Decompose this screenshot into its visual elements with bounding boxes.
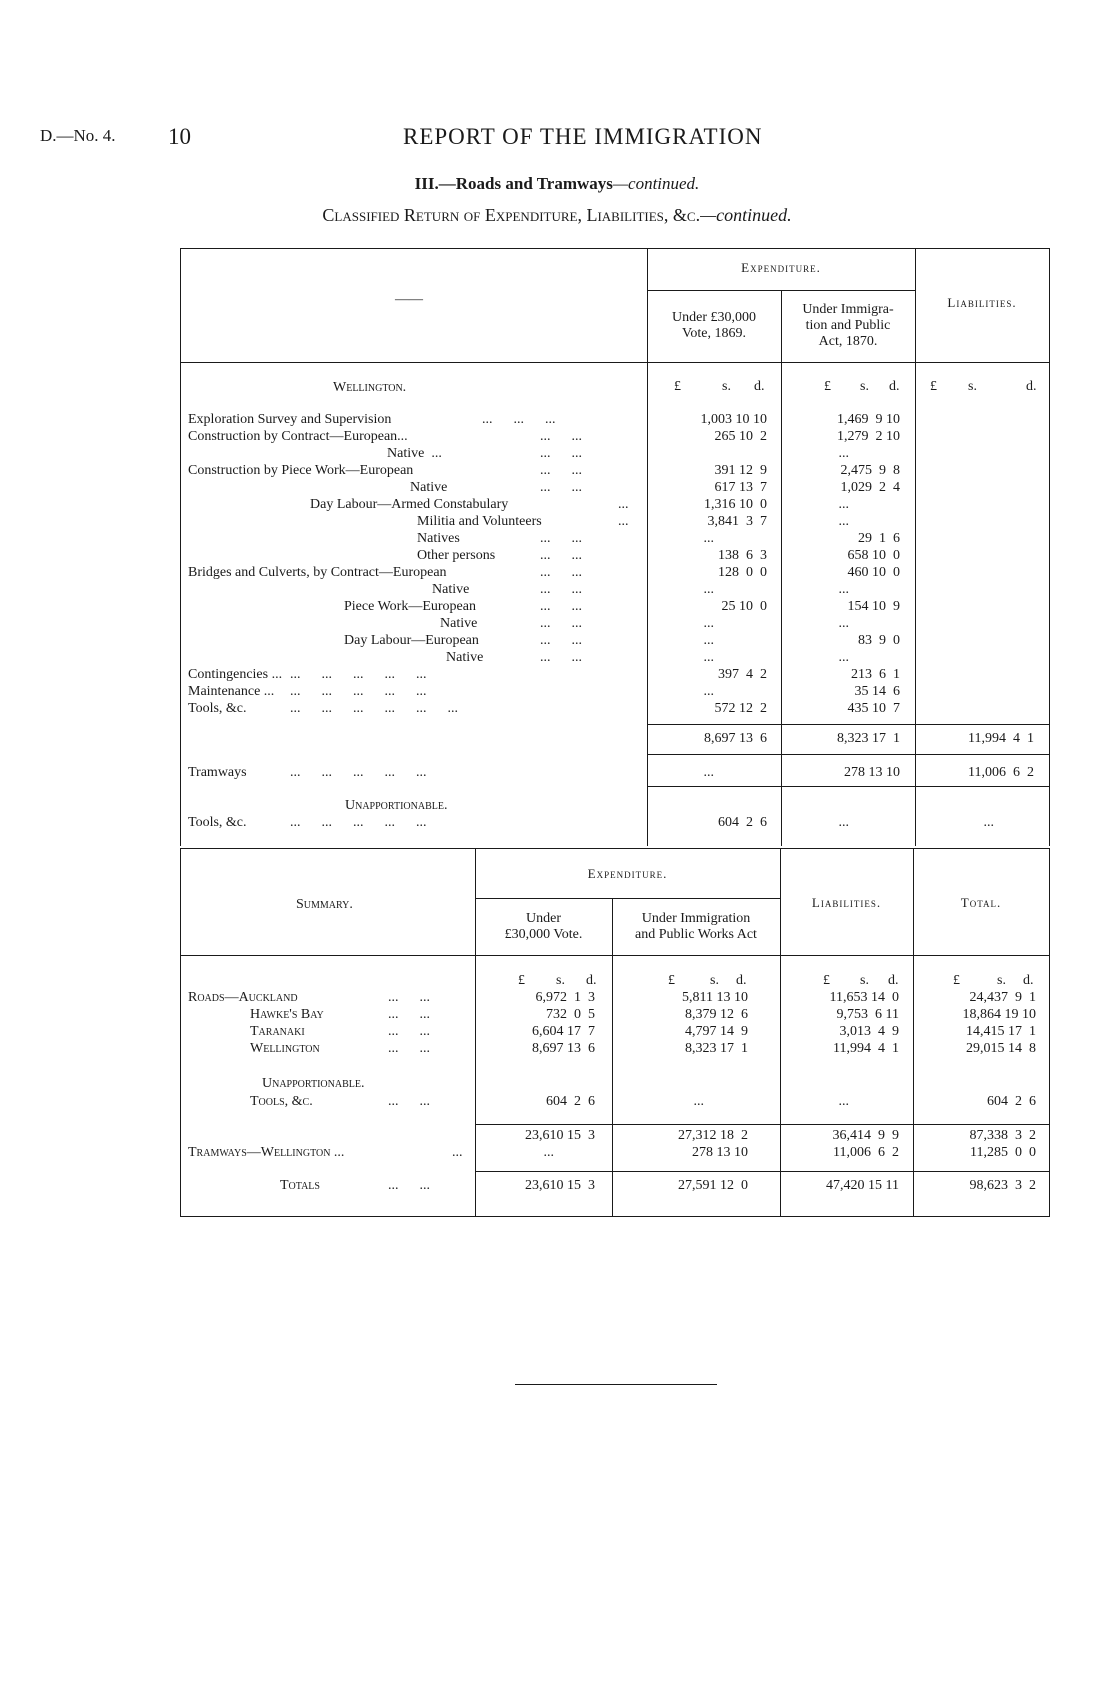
wellington-total-row bbox=[0, 731, 1114, 747]
row-leader: ... ... bbox=[388, 1024, 430, 1039]
value-under-30000: 138 6 3 bbox=[718, 548, 767, 563]
value-total: 604 2 6 bbox=[987, 1094, 1036, 1109]
value-immigration-act: ... bbox=[838, 497, 849, 512]
value-under-30000: ... bbox=[703, 531, 714, 546]
row-leader: ... ... bbox=[388, 1007, 430, 1022]
value-immigration-act: 2,475 9 8 bbox=[840, 463, 900, 478]
row-label: Exploration Survey and Supervision bbox=[188, 412, 392, 427]
value-immigration-act: 435 10 7 bbox=[847, 701, 900, 716]
col-immigration-header-line1: Under Immigra- bbox=[802, 302, 894, 317]
unit-shilling: s. bbox=[997, 973, 1006, 988]
row-leader: ... ... bbox=[388, 1041, 430, 1056]
table-row bbox=[0, 667, 1114, 683]
value-under-30000: ... bbox=[703, 684, 714, 699]
value-immigration-act: 5,811 13 10 bbox=[682, 990, 748, 1005]
row-leader: ... bbox=[452, 1145, 463, 1160]
value-immigration-act: 1,469 9 10 bbox=[837, 412, 900, 427]
table-left-border bbox=[180, 248, 181, 846]
value-under-30000: ... bbox=[703, 616, 714, 631]
tools-row bbox=[0, 815, 1114, 831]
unit-pence: d. bbox=[889, 379, 900, 394]
row-leader: ... ... bbox=[388, 1094, 430, 1109]
row-label: Tramways bbox=[188, 765, 247, 780]
row-leader: ... ... bbox=[540, 531, 582, 546]
value-immigration-act: 1,029 2 4 bbox=[840, 480, 900, 495]
value-under-30000: 391 12 9 bbox=[714, 463, 767, 478]
section-title: III.—Roads and Tramways bbox=[414, 174, 613, 193]
summary-col2-header-line2: and Public Works Act bbox=[635, 927, 757, 942]
table-row bbox=[0, 463, 1114, 479]
value-immigration-act: ... bbox=[838, 650, 849, 665]
value-under-30000: 6,604 17 7 bbox=[532, 1024, 595, 1039]
row-leader: ... ... ... ... ... ... bbox=[290, 701, 458, 716]
row-leader: ... ... bbox=[540, 480, 582, 495]
row-label: Native bbox=[446, 650, 484, 665]
summary-col1-header-line1: Under bbox=[526, 911, 561, 926]
table-row bbox=[0, 599, 1114, 615]
table-subtitle bbox=[0, 205, 1114, 226]
unit-shilling: s. bbox=[860, 973, 869, 988]
unit-pound: £ bbox=[953, 973, 960, 988]
table-row bbox=[0, 684, 1114, 700]
value-under-30000: 604 2 6 bbox=[546, 1094, 595, 1109]
col-immigration-header-line2: tion and Public bbox=[805, 318, 891, 333]
col-under-30000-header-line2: Vote, 1869. bbox=[682, 326, 746, 341]
table-row bbox=[0, 616, 1114, 632]
row-leader: ... ... ... ... ... bbox=[290, 684, 427, 699]
subtotal-under-30000: 23,610 15 3 bbox=[525, 1128, 595, 1143]
summary-header-bottom-rule bbox=[180, 955, 1050, 956]
row-label: Tools, &c. bbox=[188, 701, 247, 716]
value-immigration-act: 83 9 0 bbox=[858, 633, 900, 648]
unit-pence: d. bbox=[1026, 379, 1037, 394]
value-under-30000: 6,972 1 3 bbox=[535, 990, 595, 1005]
table-row bbox=[0, 531, 1114, 547]
value-under-30000: 128 0 0 bbox=[718, 565, 767, 580]
value-immigration-act: ... bbox=[838, 582, 849, 597]
document-reference: D.—No. 4. bbox=[40, 126, 116, 145]
summary-col2-header-line1: Under Immigration bbox=[641, 911, 751, 926]
table-row bbox=[0, 701, 1114, 717]
section-heading bbox=[0, 174, 1114, 194]
row-label: Tramways—Wellington ... bbox=[188, 1145, 345, 1160]
value-immigration-act: 278 13 10 bbox=[692, 1145, 748, 1160]
total-under-30000: 8,697 13 6 bbox=[704, 731, 767, 746]
total-liabilities: 47,420 15 11 bbox=[826, 1178, 899, 1193]
row-label: Construction by Piece Work—European bbox=[188, 463, 414, 478]
row-leader: ... ... ... ... ... bbox=[290, 667, 427, 682]
row-label: Native bbox=[432, 582, 470, 597]
section-continued: —continued. bbox=[612, 174, 700, 193]
value-immigration-act: 1,279 2 10 bbox=[837, 429, 900, 444]
value-under-30000: 604 2 6 bbox=[718, 815, 767, 830]
row-label: Day Labour—European bbox=[344, 633, 479, 648]
row-label: Other persons bbox=[417, 548, 496, 563]
summary-subtotal-rule bbox=[475, 1124, 1050, 1125]
subtitle-continued: —continued. bbox=[700, 205, 792, 225]
value-under-30000: ... bbox=[703, 765, 714, 780]
grand-total: 98,623 3 2 bbox=[969, 1178, 1036, 1193]
table-row bbox=[0, 480, 1114, 496]
summary-rule-2 bbox=[612, 898, 613, 1216]
table-row bbox=[0, 548, 1114, 564]
table-row bbox=[0, 497, 1114, 513]
row-leader: ... ... bbox=[540, 616, 582, 631]
value-liabilities: ... bbox=[838, 1094, 849, 1109]
unit-pence: d. bbox=[754, 379, 765, 394]
summary-row-hawkes-bay bbox=[0, 1007, 1114, 1023]
row-leader: ... ... ... bbox=[482, 412, 556, 427]
tramways-row-rule bbox=[647, 786, 1049, 787]
summary-row-tools bbox=[0, 1094, 1114, 1110]
value-immigration-act: ... bbox=[838, 815, 849, 830]
row-label: Taranaki bbox=[250, 1024, 305, 1039]
summary-total-header: Total. bbox=[960, 895, 1002, 910]
value-immigration-act: 35 14 6 bbox=[854, 684, 900, 699]
value-under-30000: 397 4 2 bbox=[718, 667, 767, 682]
summary-row-auckland bbox=[0, 990, 1114, 1006]
value-under-30000: 572 12 2 bbox=[714, 701, 767, 716]
summary-col1-header-line2: £30,000 Vote. bbox=[504, 927, 583, 942]
unit-pence: d. bbox=[1023, 973, 1034, 988]
value-under-30000: 1,316 10 0 bbox=[704, 497, 767, 512]
row-leader: ... ... bbox=[540, 599, 582, 614]
value-under-30000: ... bbox=[703, 582, 714, 597]
subtotal-immigration-act: 27,312 18 2 bbox=[678, 1128, 748, 1143]
table-row bbox=[0, 650, 1114, 666]
row-leader: ... bbox=[618, 514, 629, 529]
subtotal-total: 87,338 3 2 bbox=[969, 1128, 1036, 1143]
summary-unapportionable-label: Unapportionable. bbox=[262, 1076, 365, 1091]
unit-shilling: s. bbox=[710, 973, 719, 988]
unit-shilling: s. bbox=[860, 379, 869, 394]
unit-pound: £ bbox=[518, 973, 525, 988]
total-immigration-act: 27,591 12 0 bbox=[678, 1178, 748, 1193]
row-label: Construction by Contract—European... bbox=[188, 429, 408, 444]
table-row bbox=[0, 582, 1114, 598]
value-under-30000: 732 0 5 bbox=[546, 1007, 595, 1022]
expenditure-header: Expenditure. bbox=[741, 260, 821, 275]
row-label: Hawke's Bay bbox=[250, 1007, 324, 1022]
unit-pound: £ bbox=[668, 973, 675, 988]
total-immigration-act: 8,323 17 1 bbox=[837, 731, 900, 746]
row-label: Day Labour—Armed Constabulary bbox=[310, 497, 509, 512]
row-label: Roads—Auckland bbox=[188, 990, 298, 1005]
expenditure-underline bbox=[647, 290, 915, 291]
unit-shilling: s. bbox=[968, 379, 977, 394]
row-label: Wellington bbox=[250, 1041, 320, 1056]
value-liabilities: 11,994 4 1 bbox=[833, 1041, 899, 1056]
value-under-30000: 25 10 0 bbox=[721, 599, 767, 614]
summary-expenditure-header: Expenditure. bbox=[587, 866, 668, 881]
unit-pound: £ bbox=[930, 379, 937, 394]
row-label: Tools, &c. bbox=[250, 1094, 313, 1109]
unit-pence: d. bbox=[736, 973, 747, 988]
value-total: 14,415 17 1 bbox=[966, 1024, 1036, 1039]
table-row bbox=[0, 446, 1114, 462]
summary-row-wellington bbox=[0, 1041, 1114, 1057]
table-row bbox=[0, 565, 1114, 581]
value-under-30000: 617 13 7 bbox=[714, 480, 767, 495]
summary-subtotal-row bbox=[0, 1128, 1114, 1144]
value-liabilities: 11,006 6 2 bbox=[833, 1145, 899, 1160]
row-label: Militia and Volunteers bbox=[417, 514, 542, 529]
row-label: Native bbox=[440, 616, 478, 631]
value-under-30000: 3,841 3 7 bbox=[707, 514, 767, 529]
value-liabilities: 9,753 6 11 bbox=[836, 1007, 899, 1022]
value-liabilities: 11,653 14 0 bbox=[829, 990, 899, 1005]
col-immigration-header-line3: Act, 1870. bbox=[818, 334, 878, 349]
unit-shilling: s. bbox=[722, 379, 731, 394]
table-row bbox=[0, 633, 1114, 649]
value-under-30000: 8,697 13 6 bbox=[532, 1041, 595, 1056]
page-number: 10 bbox=[168, 124, 191, 149]
row-label: Maintenance ... bbox=[188, 684, 275, 699]
summary-totals-rule bbox=[475, 1171, 1050, 1172]
row-leader: ... ... ... ... ... bbox=[290, 765, 427, 780]
row-label: Bridges and Culverts, by Contract—European bbox=[188, 565, 447, 580]
value-total: 24,437 9 1 bbox=[969, 990, 1036, 1005]
table-row bbox=[0, 429, 1114, 445]
unit-pound: £ bbox=[824, 379, 831, 394]
page-title: REPORT OF THE IMMIGRATION bbox=[403, 124, 763, 149]
unit-pound: £ bbox=[823, 973, 830, 988]
value-liabilities: 3,013 4 9 bbox=[839, 1024, 899, 1039]
row-leader: ... ... bbox=[388, 1178, 430, 1193]
value-under-30000: 1,003 10 10 bbox=[700, 412, 767, 427]
row-leader: ... ... bbox=[540, 565, 582, 580]
tramways-row bbox=[0, 765, 1114, 781]
value-under-30000: 265 10 2 bbox=[714, 429, 767, 444]
row-leader: ... ... ... ... ... bbox=[290, 815, 427, 830]
unit-shilling: s. bbox=[556, 973, 565, 988]
row-leader: ... ... bbox=[540, 548, 582, 563]
liabilities-header: Liabilities. bbox=[947, 295, 1017, 310]
row-leader: ... ... bbox=[540, 463, 582, 478]
value-immigration-act: ... bbox=[693, 1094, 704, 1109]
summary-top-border bbox=[180, 848, 1050, 849]
value-total: 18,864 19 10 bbox=[962, 1007, 1036, 1022]
row-leader: ... ... bbox=[540, 582, 582, 597]
row-label: Piece Work—European bbox=[344, 599, 476, 614]
value-immigration-act: 8,379 12 6 bbox=[685, 1007, 748, 1022]
unit-pound: £ bbox=[674, 379, 681, 394]
summary-totals-row bbox=[0, 1178, 1114, 1194]
value-immigration-act: 154 10 9 bbox=[847, 599, 900, 614]
value-under-30000: ... bbox=[703, 650, 714, 665]
value-immigration-act: 8,323 17 1 bbox=[685, 1041, 748, 1056]
value-immigration-act: 460 10 0 bbox=[847, 565, 900, 580]
total-row-bottom-rule bbox=[647, 754, 1049, 755]
value-immigration-act: ... bbox=[838, 514, 849, 529]
unapportionable-label: Unapportionable. bbox=[345, 798, 448, 813]
value-immigration-act: 278 13 10 bbox=[844, 765, 900, 780]
row-leader: ... ... bbox=[540, 650, 582, 665]
unit-pence: d. bbox=[586, 973, 597, 988]
table-right-border bbox=[1049, 248, 1050, 846]
end-rule bbox=[515, 1384, 717, 1385]
row-leader: ... ... bbox=[540, 429, 582, 444]
column-rule-3 bbox=[915, 248, 916, 846]
table-row bbox=[0, 514, 1114, 530]
value-liabilities: ... bbox=[983, 815, 994, 830]
subtitle-main: Classified Return of Expenditure, Liabilities, &c. bbox=[322, 205, 701, 225]
section-label-wellington: Wellington. bbox=[333, 380, 407, 395]
col-under-30000-header-line1: Under £30,000 bbox=[672, 310, 756, 325]
header-bottom-rule bbox=[180, 362, 1050, 363]
value-immigration-act: 4,797 14 9 bbox=[685, 1024, 748, 1039]
row-label: Contingencies ... bbox=[188, 667, 283, 682]
value-immigration-act: 29 1 6 bbox=[858, 531, 900, 546]
value-immigration-act: ... bbox=[838, 446, 849, 461]
value-under-30000: ... bbox=[703, 633, 714, 648]
value-liabilities: 11,006 6 2 bbox=[968, 765, 1034, 780]
value-under-30000: ... bbox=[543, 1145, 554, 1160]
summary-liabilities-header: Liabilities. bbox=[811, 895, 882, 910]
subtotal-liabilities: 36,414 9 9 bbox=[832, 1128, 899, 1143]
summary-label: Summary. bbox=[296, 897, 353, 912]
value-immigration-act: 658 10 0 bbox=[847, 548, 900, 563]
summary-expenditure-underline bbox=[475, 898, 780, 899]
summary-row-tramways bbox=[0, 1145, 1114, 1161]
row-leader: ... bbox=[618, 497, 629, 512]
row-label: Totals bbox=[280, 1178, 320, 1193]
total-under-30000: 23,610 15 3 bbox=[525, 1178, 595, 1193]
row-leader: ... ... bbox=[540, 446, 582, 461]
summary-bottom-border bbox=[180, 1216, 1050, 1217]
row-label: Tools, &c. bbox=[188, 815, 247, 830]
summary-row-taranaki bbox=[0, 1024, 1114, 1040]
stub-header-dash: —— bbox=[395, 292, 423, 307]
row-leader: ... ... bbox=[388, 990, 430, 1005]
value-total: 11,285 0 0 bbox=[970, 1145, 1036, 1160]
row-label: Native bbox=[410, 480, 448, 495]
unit-pence: d. bbox=[888, 973, 899, 988]
row-label: Natives bbox=[417, 531, 460, 546]
value-immigration-act: 213 6 1 bbox=[851, 667, 900, 682]
value-immigration-act: ... bbox=[838, 616, 849, 631]
total-liabilities: 11,994 4 1 bbox=[968, 731, 1034, 746]
row-leader: ... ... bbox=[540, 633, 582, 648]
row-label: Native ... bbox=[387, 446, 442, 461]
value-total: 29,015 14 8 bbox=[966, 1041, 1036, 1056]
total-row-top-rule bbox=[647, 724, 1049, 725]
table-top-border bbox=[180, 248, 1050, 249]
table-row bbox=[0, 412, 1114, 428]
